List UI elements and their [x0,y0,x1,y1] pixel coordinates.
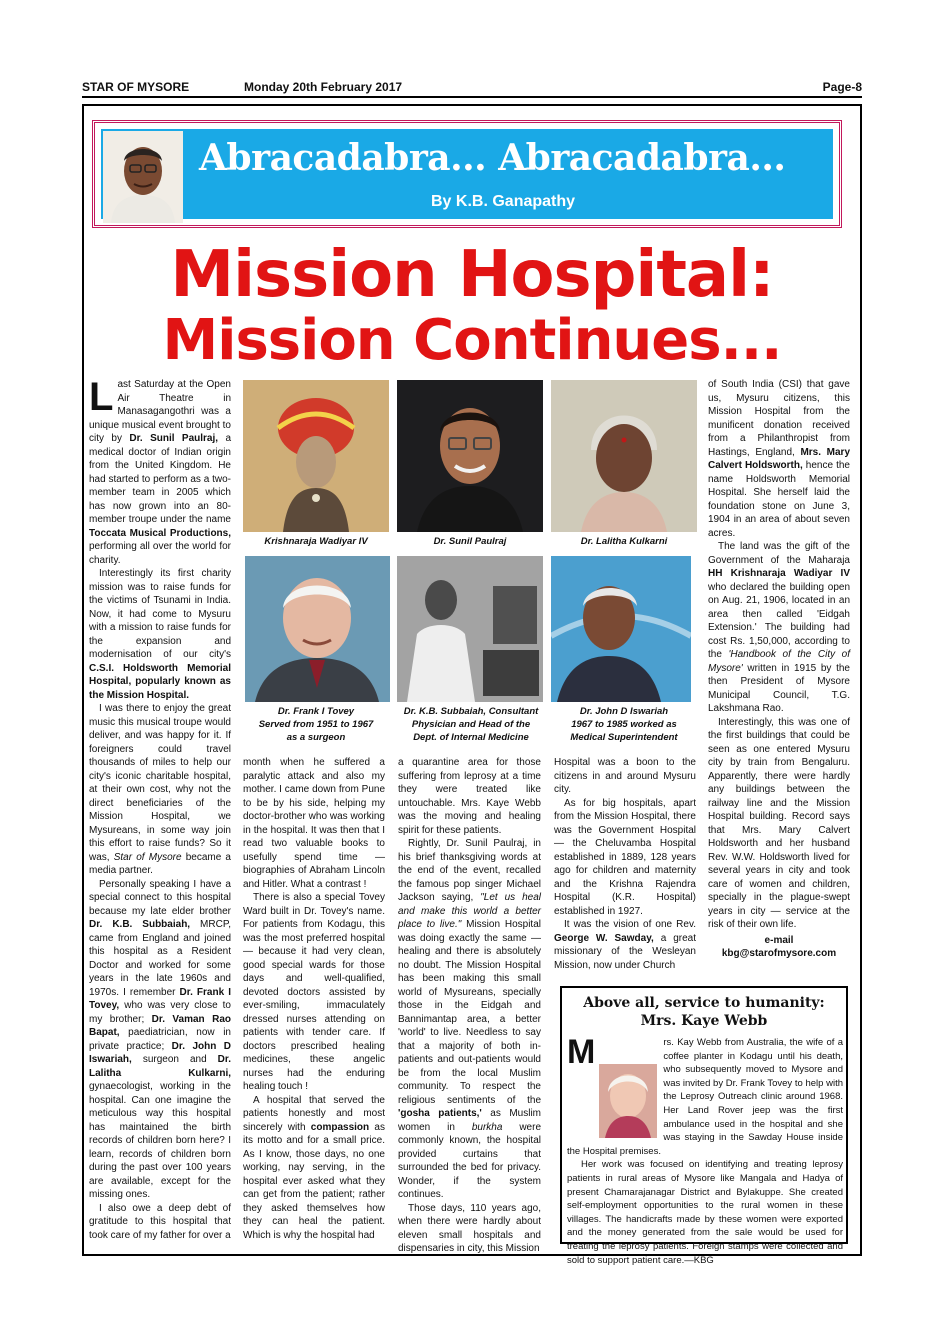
email-label: e-mail [764,934,794,946]
photo-john-iswariah [551,556,691,702]
issue-date: Monday 20th February 2017 [244,80,403,94]
photo-lalitha-kulkarni [551,380,697,532]
caption-krishnaraja: Krishnaraja Wadiyar IV [264,536,368,547]
author-portrait [103,131,183,223]
photo-sunil-paulraj [397,380,543,532]
banner-panel [101,129,833,219]
article-column-5: of South India (CSI) that gave us, Mysuru citizens, this Mission Hospital from the munificent donation received from a Philanthropist from Hastings, England, Mrs. Mary Calvert Holdsworth, hence the name Holdsworth Memorial Hospital. She herself laid the foundation stone on June 3, 1904 in an area of about seven acres. The land was the gift of the Government of the Maharaja HH Krishnaraja Wadiyar IV who declared the building open on Aug. 21, 1906, located in an area then called 'Eidgah Extension.' The building had cost Rs. 1,50,000, according to the 'Handbook of the City of Mysore' written in 1915 by the then President of Mysore Municipal Council, T.G. Lakshmana Rao. Interestingly, this was one of the first buildings that could be seen as one entered Mysuru city by train from Bengaluru. Apparently, there were hardly any buildings between the railway line and the Mission Hospital building. Record says that Mrs. Mary Calvert Holdsworth and her husband Rev. W.W. Holdsworth lived for several years in city and took care of women and children, specially in the plague-swept years in city — service at the risk of their own life. e-mail kbg@starofmysore.com [708,379,851,959]
column-banner [92,120,842,228]
caption-frank-tovey: Dr. Frank I Tovey Served from 1951 to 1967 as a surgeon [258,706,374,743]
banner-title: Abracadabra... Abracadabra... [199,137,786,179]
article-column-1: Last Saturday at the Open Air Theatre in Manasagangothri was a unique musical event brought to city by Dr. Sunil Paulraj, a medical doctor of Indian origin from the United Kingdom. He had started to perform as a two-member team in 2005 which has now grown into an 80-member troupe under the name Toccata Musical Productions, performing all over the world for charity. Interestingly its first charity mission was to raise funds for the victims of Tsunami in India. Now, it had come to Mysuru with a mission to raise funds for the expansion and modernisation of our city's C.S.I. Holdsworth Memorial Hospital, popularly known as the Mission Hospital. I was there to enjoy the great music this musical troupe would deliver, and was happy for it. If foreigners could travel thousands of miles to help our city's iconic charitable hospital, at their own cost, why not the direct beneficiaries of the Mission Hospital, we Mysureans, in some way join this effort to raise funds? So it was, Star of Mysore became a media partner. Personally speaking I have a special connect to this hospital because my late elder brother Dr. K.B. Subbaiah, MRCP, came from England and joined this hospital as a Resident Doctor and worked for some years in the late 1960s and 1970s. I remember Dr. Frank I Tovey, who was very close to my brother; Dr. Vaman Rao Bapat, paediatrician, now in private practice; Dr. John D Iswariah, surgeon and Dr. Lalitha Kulkarni, gynaecologist, working in the hospital. Can one imagine the meticulous way this hospital has maintained the birth records of children born here? I learn, records of children born during the past over 100 years are available, except for the missing ones. I also owe a deep debt of gratitude to this hospital that took care of my father for over a [89,375,231,1241]
caption-kb-subbaiah: Dr. K.B. Subbaiah, Consultant Physician and Head of the Dept. of Internal Medicine [403,706,539,743]
headline-line-1: Mission Hospital: [170,238,774,312]
article-column-4: Hospital was a boon to the citizens in and around Mysuru city. As for big hospitals, apart from the Mission Hospital, there was the Government Hospital — the Cheluvamba Hospital established in 1889, 128 years ago for children and maternity and the Krishna Rajendra Hospital (K.R. Hospital) established in 1927. It was the vision of one Rev. George W. Sawday, a great missionary of the Wesleyan Mission, now under Church [554,757,696,971]
page-number: Page-8 [822,80,862,94]
caption-lalitha-kulkarni: Dr. Lalitha Kulkarni [580,536,668,547]
byline: By K.B. Ganapathy [431,193,576,210]
sidebar-text: M rs. Kay Webb from Australia, the wife of a coffee planter in Kodagu until his death, who subsequently moved to Mysore and was invited by Dr. Frank Tovey to help with the Leprosy Outreach clinic around 1968. Her Land Rover jeep was the first ambulance used in the hospital and she was staying in the Sawday House inside the Hospital premises. Her work was focused on identifying and treating leprosy patients in rural areas of Mysore like Mangala and Hadya of present Chamarajanagar District and Bylakuppe. She created self-employment opportunities to the rural women in these villages. The handicrafts made by these women were exported and the money generated from the sale would be used for treating the leprosy patients. Foreign stamps were collected and sold to support patient care.—KBG [567,1033,843,1266]
photo-kb-subbaiah [397,556,543,702]
photo-krishnaraja-wadiyar [243,380,389,532]
page-header [82,80,862,98]
drop-cap: L [89,375,114,419]
sidebar-drop-cap: M [567,1033,596,1071]
headline-line-2: Mission Continues... [162,308,782,373]
photo-kaye-webb [599,1064,657,1138]
sidebar-title: Above all, service to humanity: Mrs. Kaye Webb [583,995,825,1029]
author-email[interactable]: kbg@starofmysore.com [721,948,837,959]
article-column-2: month when he suffered a paralytic attack and also my mother. I came down from Pune to be by his side, helping my doctor-brother who was working in the hospital. It was then that I read two valuable books to usefully spend time — biographies of Abraham Lincoln and Hitler. What a contrast ! There is also a special Tovey Ward built in Dr. Tovey's name. For patients from Kodagu, this was the most preferred hospital — because it had very clean, good special wards for those days and well-qualified, devoted doctors assisted by ever-smiling, immaculately dressed nurses attending on patients with tender care. If doctors prescribed healing medicines, these angelic nurses had the enduring healing touch ! A hospital that served the patients honestly and most sincerely with compassion as its motto and for a small price. As I know, those days, no one working, nay serving, in the hospital ever asked what they can get from the patient; rather they asked themselves how they can heal the patient. Which is why the hospital had [243,757,385,1241]
publication-name: STAR OF MYSORE [82,80,190,94]
article-column-3: a quarantine area for those suffering from leprosy at a time they were treated like untouchable. Mrs. Kaye Webb was the moving and healing spirit for these patients. Rightly, Dr. Sunil Paulraj, in his brief thanksgiving words at the end of the event, recalled the famous pop singer Michael Jackson saying, "Let us heal and make this world a better place to live." Mission Hospital was doing exactly the same — healing and there is absolutely no doubt. The Mission Hospital has been making this small world of Mysureans, specially those in the Eidgah and Bannimantap area, a better 'world' to live. Needless to say that a majority of both in-patients and out-patients would be from the local Muslim community. To respect the religious sentiments of the 'gosha patients,' as Muslim women in burkha were commonly known, the hospital provided curtains that surrounded the bed for privacy. Wonder, if the system continues. Those days, 110 years ago, when there were hardly about eleven small hospitals and dispensaries in city, this Mission [398,757,542,1254]
caption-sunil-paulraj: Dr. Sunil Paulraj [433,536,507,547]
sidebar-box [560,986,848,1266]
photo-frank-tovey [245,556,390,702]
caption-john-iswariah: Dr. John D Iswariah 1967 to 1985 worked as Medical Superintendent [570,706,678,743]
